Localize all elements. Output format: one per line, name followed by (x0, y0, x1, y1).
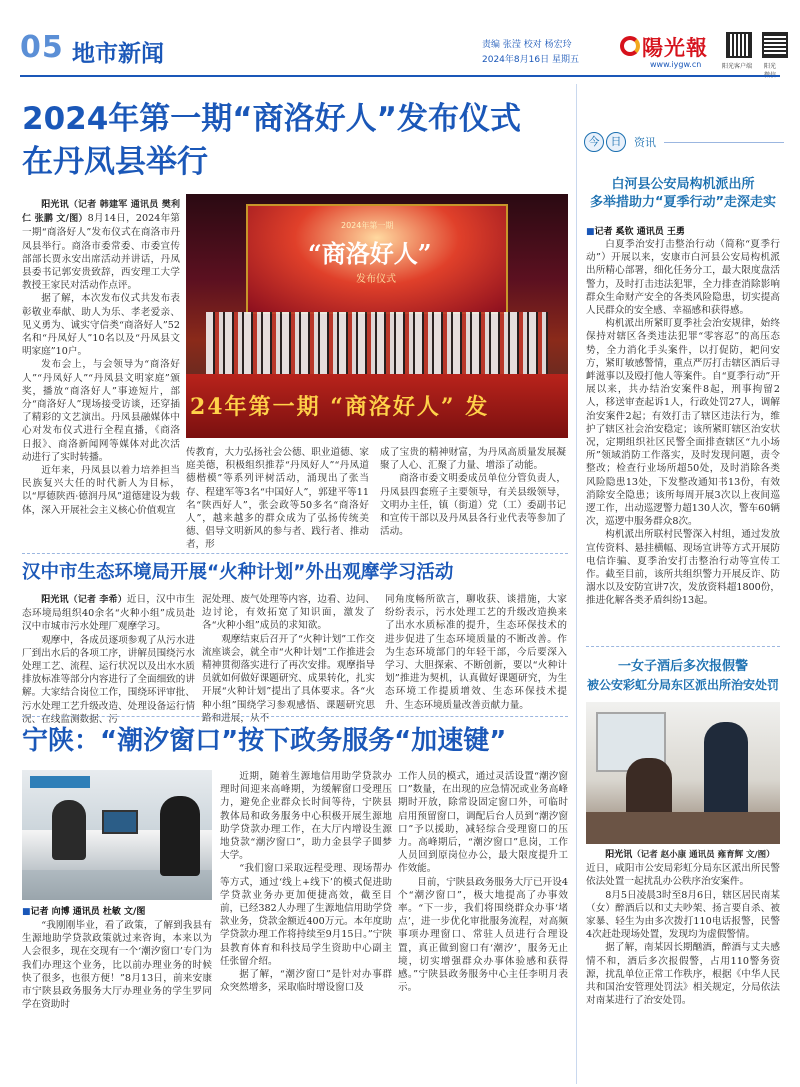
story1-headline-line2: 多举措助力“夏季行动”走深走实 (589, 195, 777, 210)
article3-col3-paragraph-2: 目前，宁陕县政务服务大厅已开设4个“潮汐窗口”，极大地提高了办事效率。“下一步，我们将围绕群众办事‘堵点’，进一步优化审批服务流程，对高频事项办理窗口、常驻人员进行合理设置，真正做到窗口有‘潮汐’，服务无止境，切实增强群众办事体验感和获得感。”宁陕县政务服务中心主任李明月表示。 (398, 876, 568, 994)
story1-paragraph-2: 构机派出所紧盯夏季社会治安规律，始终保持对辖区各类违法犯罪“零容忍”的高压态势，全力消化手头案件，以打促防，耙问安方，紧盯敏感警情，重点严厉打击辖区酒后寻衅滋事以及殴打他人等案件。自“夏季行动”开展以来，共办结治安案件8起，刑事拘留2人，移送审查起诉1人，行政处罚27人，调解治安案件2起；有效打击了辖区违法行为，维护了辖区社会治安稳定；该所紧盯辖区治安状况，定期组织社区民警全面排查辖区“九小场所”领域消防工作落实，及时发现问题，责令整改；检查行业场所超50处，及时消除各类风险隐患13处，下发整改通知书13份，有效消除安全隐患；该所每周开展3次以上夜间巡逻工作，出动巡逻警力超130人次，警车60辆次，巡逻中服务群众8次。 (586, 318, 780, 528)
floor-banner-text: 24年第一期 “商洛好人” 发 (190, 394, 490, 420)
article1-byline: （记者 韩建军 通讯员 樊利仁 张鹏 文/图） (22, 200, 180, 225)
article1-paragraph-2: 据了解，本次发布仪式共发布表彰敬业奉献、助人为乐、孝老爱亲、见义勇为、诚实守信类“商洛好人”52名和“丹凤好人”10名以及“丹凤县文明家庭”10户。 (22, 293, 180, 358)
article1-headline-line1: 2024年第一期“商洛好人”发布仪式 (22, 101, 522, 137)
story2-body (586, 848, 780, 1080)
article3-column-3 (398, 770, 568, 1080)
story1-byline-mark: ■ (586, 227, 595, 237)
service-hall-photo (22, 770, 212, 900)
article1-column-2 (186, 446, 369, 551)
banner-sub-text: 发布仪式 (356, 274, 396, 285)
article2-paragraph-2: 观摩中，各成员逐项参观了从污水进厂到出水后的各项工序，讲解员围绕污水处理工艺、流程、运行状况以及出水水质排放标准等部分内容进行了全面细致的讲解。大家结合岗位工作，围绕环评审批、污水处理工艺升级改造、处理设备运行情况、在线监测数据、污 (22, 634, 195, 725)
story2-paragraph-1: 近日，咸阳市公安局彩虹分局东区派出所民警依法处置一起扰乱办公秩序治安案件。 (586, 863, 780, 888)
today-tag-char-1: 今 (584, 132, 604, 152)
article1-headline-line2: 在丹凤县举行 (22, 144, 208, 180)
article1-paragraph-3: 发布会上，与会领导为“商洛好人”“丹凤好人”“丹凤县文明家庭”颁奖，播放“商洛好人”事迹短片，部分“商洛好人”现场接受访谈，还穿插了精彩的文艺演出。丹凤县融媒体中心对发布仪式进行全程直播，《商洛日报》、商洛新闻网等媒体对此次活动进行了实时转播。 (22, 359, 180, 463)
article1-byline-lead: 阳光讯 (41, 200, 69, 210)
article1-column-1 (22, 198, 180, 546)
article1-col3-paragraph-2: 商洛市委文明委成员单位分管负责人，丹凤县四套班子主要领导，有关县级领导，文明办主任，镇（街道）党（工）委副书记和宣传干部以及丹凤县各行业代表等参加了活动。 (380, 473, 566, 538)
ceremony-photo (186, 194, 568, 438)
banner-small-text: 2024年第一期 (341, 221, 394, 230)
article2-byline-lead: 阳光讯 (41, 595, 69, 605)
site-url: www.iygw.cn (650, 60, 702, 69)
story1-paragraph-3: 构机派出所联村民警深入村组，通过发放宣传资料、悬挂横幅、现场宣讲等方式开展防电信诈骗、夏季治安打击整治行动等宣传工作。截至目前，该所共组织警力开展反诈、防溺水以及安防宣讲7次，发放资料超1800份，推进化解各类矛盾纠纷13起。 (586, 529, 780, 607)
caption-mark: ■ (22, 907, 31, 917)
editor-credits: 责编 张滢 校对 杨宏玲 (482, 40, 572, 50)
staff-figure (52, 800, 86, 860)
divider-2 (22, 716, 568, 717)
story1-paragraph-1: 白夏季治安打击整治行动（简称“夏季行动”）开展以来，安康市白河县公安局构机派出所精心部署，细化任务分工，最大限度盘活警力，及时打击违法犯罪，全力排查消除影响群众生命财产安全的各类风险隐患，切实提高人民群众的安全感、幸福感和获得感。 (586, 239, 780, 317)
section-title: 地市新闻 (72, 41, 164, 67)
banner-main-text: “商洛好人” (308, 239, 432, 268)
article1-paragraph-4: 近年来，丹凤县以着力培养担当民族复兴大任的时代新人为目标，以“厚德陕西·德润丹凤”道德建设为载体，深入开展社会主义核心价值观宣 (22, 465, 180, 516)
sun-swirl-icon (620, 36, 640, 56)
qr-label-wechat: 阳光 (764, 63, 777, 70)
sidebar-divider (586, 646, 780, 647)
article2-headline: 汉中市生态环境局开展“火种计划”外出观摩学习活动 (22, 562, 454, 583)
story1-body (586, 238, 780, 640)
article2-col2-paragraph-2: 观摩结束后召开了“火种计划”工作交流座谈会，就全市“火种计划”工作推进会精神贯彻落实进行了再次安排。观摩指导员就如何做好课题研究、成果转化，扎实开展“火种计划”提出了具体要求。各“火种小组”围绕学习参观感悟、课题研究思路和进展，从不 (202, 633, 375, 724)
qr-label-app: 阳光客户端 (722, 63, 753, 70)
article2-column-3 (385, 593, 567, 711)
visitor-figure (160, 796, 200, 876)
qr-code-wechat (762, 32, 788, 58)
story2-paragraph-3: 据了解，南某因长期酗酒，醉酒与丈夫感情不和，酒后多次报假警，占用110警务资源，扰乱单位正常工作秩序，根据《中华人民共和国治安管理处罚法》相关规定，分局依法对南某进行了治安处罚。 (586, 942, 780, 1007)
article2-lead-text: 近日，汉中市生态环境局组织40余名“火种小组”成员赴汉中市城市污水处理厂观摩学习。 (22, 594, 195, 633)
monitor-screen (102, 810, 138, 834)
article3-col2-text: 近期，随着生源地信用助学贷款办理时间迎来高峰期，为缓解窗口受理压力，避免企业群众长时间等待，宁陕县教体局和政务服务中心积极开展生源地助学贷款办理工作，在大厅内增设生源地贷款“潮汐窗口”，助力金县学子圆梦大学。 (220, 771, 392, 862)
officer-figure (704, 722, 748, 818)
header-rule (20, 75, 780, 77)
today-tag-char-2: 日 (606, 132, 626, 152)
article1-column-3 (380, 446, 566, 546)
article3-col2-paragraph-3: 据了解，“潮汐窗口”是针对办事群众突然增多，采取临时增设窗口及 (220, 969, 392, 994)
qr-code-app (726, 32, 752, 58)
today-tag-label: 资讯 (634, 136, 656, 149)
story2-byline: （记者 赵小康 通讯员 雍育辉 文/图） (632, 850, 775, 860)
story2-paragraph-2: 8月5日凌晨3时至8月6日，辖区居民南某（女）醉酒后以和丈夫吵架、扬言要自杀、被家暴、轻生为由多次拨打110电话报警，民警4次赶赴现场处置，发现均为虚假警情。 (586, 889, 780, 941)
story2-headline-line2: 被公安彩虹分局东区派出所治安处罚 (586, 678, 779, 692)
page-number: 05 (20, 30, 64, 65)
dispatch-photo (586, 702, 780, 844)
story2-headline-line1: 一女子酒后多次报假警 (617, 659, 748, 674)
story1-byline-text: 记者 奚钦 通讯员 王勇 (594, 227, 685, 237)
article1-col3-text: 成了宝贵的精神财富，为丹凤高质量发展凝聚了人心、汇聚了力量、增添了动能。 (380, 447, 566, 472)
article1-lead-text: 8月14日，2024年第一期“商洛好人”发布仪式在商洛市丹凤县举行。商洛市委常委、市委宣传部部长贾永安出席活动并讲话，丹凤县委书记郭安贵致辞，西安理工大学教授王家民对活动作点评。 (22, 213, 180, 292)
honoree-crowd (206, 312, 548, 374)
brand-logo: 陽光報 (642, 35, 708, 60)
today-tag-rule (664, 142, 784, 143)
article2-column-1 (22, 593, 195, 725)
article2-column-2 (202, 593, 375, 724)
story1-byline (586, 224, 685, 237)
window-sign (30, 776, 90, 788)
masthead (20, 32, 780, 72)
article3-col1-text: “我刚刚毕业，看了政策，了解到我县有生源地助学贷款政策就过来咨询，本来以为人会很多，现在交现有一个‘潮汐窗口’专门为我们办理这个业务，比以前办理业务的时候快了很多，也很方便！”8月13日，前来安康市宁陕县政务服务大厅办理业务的学生罗同学在资助时 (22, 920, 212, 1011)
article3-col3-text: 工作人员的模式，通过灵活设置“潮汐窗口”数量，在出现的应急情况或业务高峰期时开放，除常设固定窗口外，可临时启用预留窗口，调配后台人员到“潮汐窗口”予以援助，减轻综合受理窗口的压力。高峰期后，“潮汐窗口”息岗，工作人员回到原岗位办公，最大限度提升工作效能。 (398, 771, 568, 875)
issue-date: 2024年8月16日 星期五 (482, 55, 579, 65)
sofa (586, 812, 780, 844)
today-tag (584, 132, 784, 154)
article3-column-1 (22, 919, 212, 1079)
divider-1 (22, 553, 568, 554)
article3-column-2 (220, 770, 392, 1080)
story2-byline-lead: 阳光讯 (605, 850, 633, 860)
article3-photo-caption (22, 904, 145, 917)
article2-byline: （记者 李希） (68, 595, 127, 605)
story1-headline-line1: 白河县公安局构机派出所 (611, 177, 755, 192)
article3-col2-paragraph-2: “我们窗口采取远程受理、现场帮办等方式，通过‘线上+线下’的模式促进助学贷款业务办更加便捷高效，截至目前，已经382人办理了生源地信用助学贷款业务，贷款金额近400万元。本年度助学贷款办理工作将持续至9月15日。”宁陕县教育体育和科技局学生资助中心副主任张留介绍。 (220, 863, 392, 967)
article2-col3-text: 同角度畅所欲言，聊收获、谈措施，大家纷纷表示，污水处理工艺的升级改造换来了出水水质标准的提升，生态环保技术的进步促进了生态环境质量的不断改善。作为生态环境部门的年轻干部，今后要深入学习、大胆探索、不断创新，要以“火种计划”推进为契机，认真做好课题研究，为生态环境工作提质增效、生态环保技术提升、生态环境质量改善贡献力量。 (385, 594, 567, 711)
article2-col2-text: 泥处理、废气处理等内容，边看、边问、边讨论，有效拓宽了知识面，激发了各“火种小组”成员的求知欲。 (202, 594, 375, 632)
caption-credit: 记者 向博 通讯员 杜敏 文/图 (30, 907, 146, 917)
article3-headline: 宁陕：“潮汐窗口”按下政务服务“加速键” (22, 726, 507, 756)
article1-col2-text: 传教育，大力弘扬社会公德、职业道德、家庭美德，积极组织推荐“丹凤好人”“丹凤道德楷模”等系列评树活动，涌现出了张当存、程建军等3名“中国好人”，郭建平等11名“陕西好人”，张会政等50多名“商洛好人”，越来越多的群众成为了弘扬传统美德、倡导文明新风的参与者、践行者、推动者，形 (186, 447, 369, 551)
